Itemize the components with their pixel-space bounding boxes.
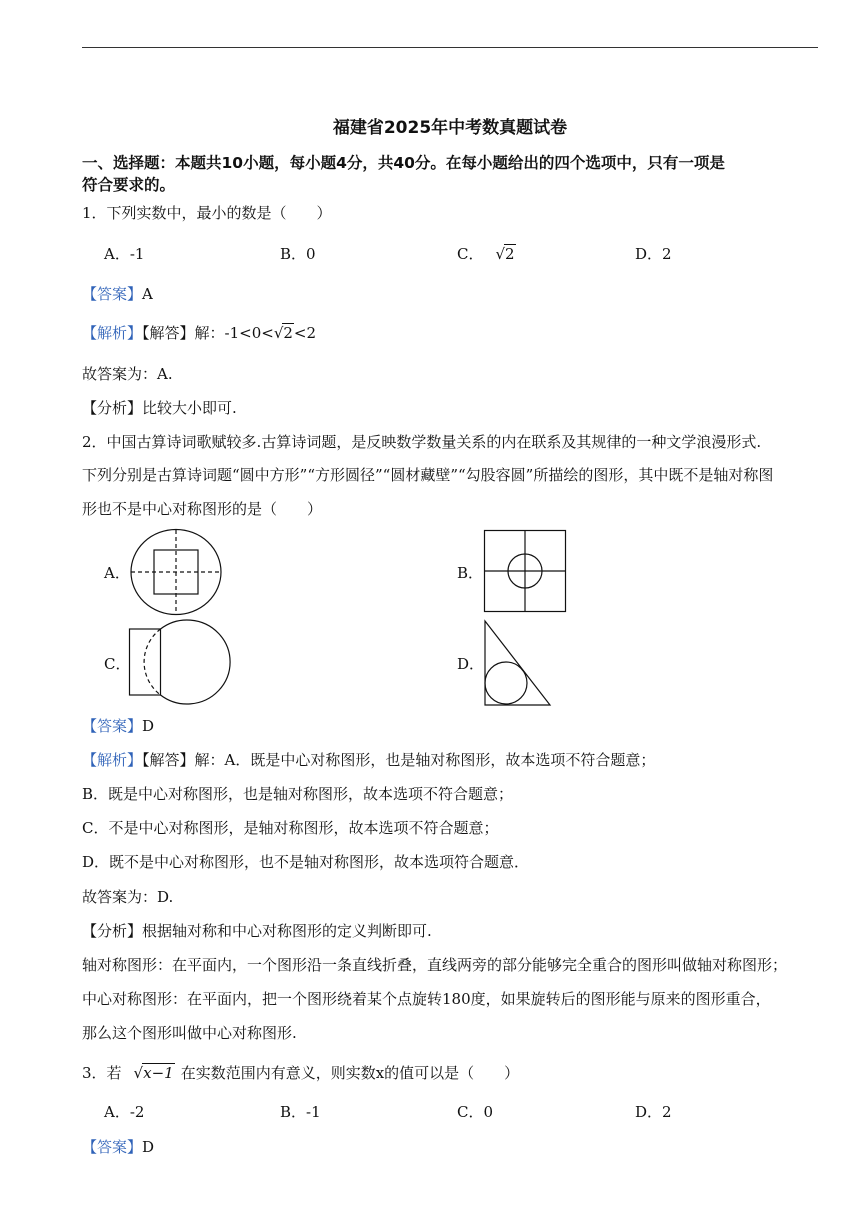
- answer-tag: 【答案】: [82, 285, 143, 303]
- answer-tag: 【答案】: [82, 1138, 143, 1156]
- analysis-tag: 【解析】: [82, 324, 143, 342]
- q1-answer: [82, 284, 153, 304]
- analysis-tag: 【解析】: [82, 751, 143, 769]
- q3-stem-pre: 3．若: [82, 1064, 122, 1082]
- q1-option-d: D．2: [635, 245, 672, 263]
- q1-stem: 1．下列实数中，最小的数是（ ）: [82, 204, 332, 222]
- q2-definition-line3: 那么这个图形叫做中心对称图形.: [82, 1024, 297, 1042]
- q2-analysis: [82, 750, 655, 770]
- answer-value: D: [142, 1138, 155, 1156]
- q2-option-b-label: B．: [457, 564, 484, 582]
- q2-option-d-label: D．: [457, 655, 485, 673]
- q3-option-a: A．-2: [104, 1103, 145, 1121]
- q3-option-b: B．-1: [280, 1103, 321, 1121]
- incircle: [485, 662, 527, 704]
- circle-dashed-arc: [144, 629, 160, 695]
- header-rule: [82, 47, 818, 48]
- q3-stem-post: 在实数范围内有意义，则实数x的值可以是（ ）: [180, 1064, 520, 1082]
- answer-value: D: [142, 717, 155, 735]
- q2-analysis-line4: D．既不是中心对称图形，也不是轴对称图形，故本选项符合题意．: [82, 853, 530, 871]
- q1-method: 【分析】比较大小即可.: [82, 399, 237, 417]
- sqrt-sign: √2: [273, 324, 293, 342]
- q3-stem: [82, 1063, 519, 1083]
- sqrt-sign: √2: [495, 245, 515, 263]
- q2-conclusion: 故答案为：D.: [82, 888, 174, 906]
- q2-stem-line1: 2．中国古算诗词歌赋较多.古算诗词题，是反映数学数量关系的内在联系及其规律的一种文学浪漫形式.: [82, 433, 762, 451]
- q1-analysis: [82, 323, 316, 343]
- q3-answer: [82, 1137, 154, 1157]
- circle-solid-arc: [161, 620, 231, 704]
- q1-option-c-radicand: 2: [505, 245, 515, 263]
- q2-answer: [82, 716, 154, 736]
- q2-stem-line3: 形也不是中心对称图形的是（ ）: [82, 500, 323, 518]
- answer-tag: 【答案】: [82, 717, 143, 735]
- q2-stem-line2: 下列分别是古算诗词题“圆中方形”“方形圆径”“圆材藏壁”“勾股容圆”所描绘的图形，其中既不是轴对称图: [82, 466, 774, 484]
- answer-value: A: [142, 285, 153, 303]
- rectangle: [130, 629, 161, 695]
- q2-analysis-line2: B．既是中心对称图形，也是轴对称图形，故本选项不符合题意；: [82, 785, 514, 803]
- analysis-text-post: <2: [293, 324, 317, 342]
- q3-option-c: C．0: [457, 1103, 494, 1121]
- q3-option-d: D．2: [635, 1103, 672, 1121]
- analysis-line1: 【解答】解：A．既是中心对称图形，也是轴对称图形，故本选项不符合题意；: [142, 751, 656, 769]
- q2-option-a-label: A．: [104, 564, 130, 582]
- q1-option-c: [457, 244, 516, 264]
- section-heading-line2: 符合要求的。: [82, 176, 176, 194]
- q2-figure-c: [128, 620, 218, 706]
- q2-definition-line2: 中心对称图形：在平面内，把一个图形绕着某个点旋转180度，如果旋转后的图形能与原来的图形重合，: [82, 990, 771, 1008]
- q2-option-c-label: C．: [104, 655, 131, 673]
- q2-figure-a: [130, 528, 222, 616]
- page-title: 福建省2025年中考数真题试卷: [332, 118, 568, 138]
- q1-option-a: A．-1: [104, 245, 145, 263]
- q2-definition-line1: 轴对称图形：在平面内，一个图形沿一条直线折叠，直线两旁的部分能够完全重合的图形叫做轴对称图形；: [82, 956, 788, 974]
- right-triangle: [485, 621, 550, 705]
- q1-conclusion: 故答案为：A.: [82, 365, 173, 383]
- sqrt-sign: √x−1: [133, 1064, 174, 1082]
- analysis-radicand: 2: [283, 324, 293, 342]
- q1-option-c-label: C．: [457, 245, 484, 263]
- q2-analysis-line3: C．不是中心对称图形，是轴对称图形，故本选项不符合题意；: [82, 819, 499, 837]
- section-heading-line1: 一、选择题：本题共10小题，每小题4分，共40分。在每小题给出的四个选项中，只有一项是: [82, 154, 725, 172]
- q3-radicand: x−1: [143, 1064, 174, 1082]
- analysis-text-pre: 【解答】解：-1<0<: [142, 324, 274, 342]
- q1-option-b: B．0: [280, 245, 316, 263]
- q2-figure-b: [484, 530, 566, 612]
- q2-figure-d: [484, 620, 552, 706]
- q2-method: 【分析】根据轴对称和中心对称图形的定义判断即可.: [82, 922, 432, 940]
